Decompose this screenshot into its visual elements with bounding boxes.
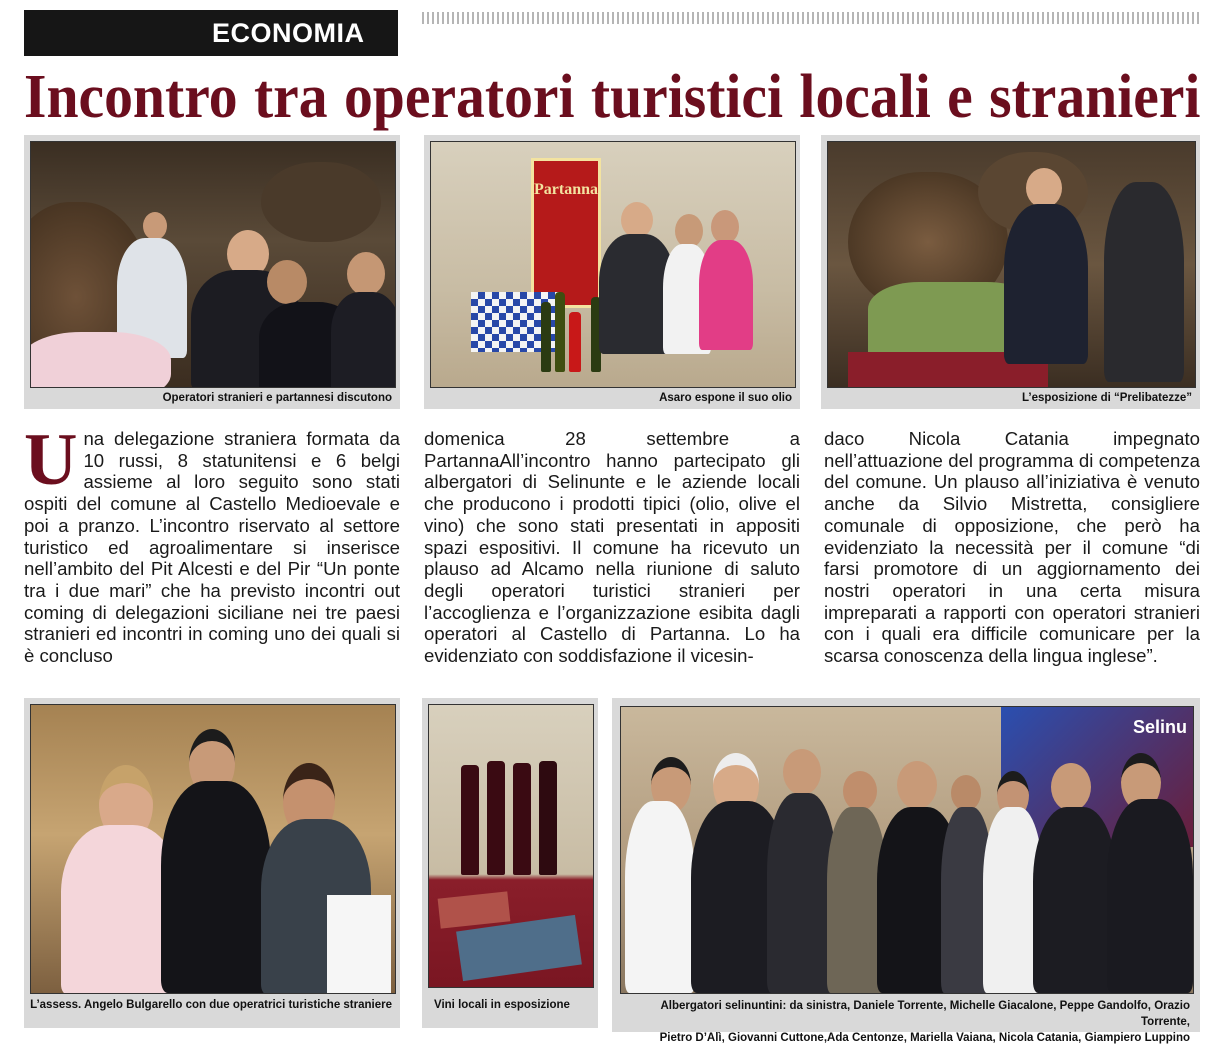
header-rule	[422, 12, 1200, 24]
caption-6-line-1: Albergatori selinuntini: da sinistra, Daniele Torrente, Michelle Giacalone, Peppe Gandolfo, Orazio Torrente,	[660, 1000, 1190, 1028]
caption-6-line-2: Pietro D’Alì, Giovanni Cuttone,Ada Centonze, Mariella Vaiana, Nicola Catania, Giampiero Luppino	[659, 1032, 1190, 1044]
photo-4	[30, 704, 396, 994]
article-column-3: daco Nicola Catania impegnato nell’attuazione del programma di competenza del comune. Un plauso all’iniziativa è venuto anche da Silvio Mistretta, consigliere comunale di opposizione, che però ha evidenziato la necessità per il comune “di farsi promotore di un aggiornamento dei nostri operatori in una certa misura impreparati a rapporti con operatori stranieri con i quali era difficile comunicare per la scarsa conoscenza della lingua inglese”.	[824, 428, 1200, 667]
article-column-2: domenica 28 settembre a PartannaAll’incontro hanno partecipato gli albergatori di Selinunte e le aziende locali che producono i prodotti tipici (olio, olive el vino) che sono stati presentati in appositi spazi espositivi. Il comune ha ricevuto un plauso ad Alcamo nella riunione di saluto degli operatori turistici stranieri per l’accoglienza e l’organizzazione esibita dagli operatori al Castello di Partanna. Lo ha evidenziato con soddisfazione il vicesin-	[424, 428, 800, 667]
photo-frame-6	[612, 698, 1200, 1044]
photo-6	[620, 706, 1194, 994]
caption-3: L’esposizione di “Prelibatezze”	[1022, 392, 1192, 404]
dropcap: U	[24, 428, 78, 501]
banner-text: Selinu	[1132, 717, 1187, 737]
photo-frame-2	[424, 135, 800, 409]
photo-5	[428, 704, 594, 988]
caption-2: Asaro espone il suo olio	[659, 392, 792, 404]
photo-3	[827, 141, 1196, 388]
caption-4: L’assess. Angelo Bulgarello con due operatrici turistiche straniere	[30, 999, 392, 1011]
article-body	[24, 428, 1200, 690]
section-tag	[24, 10, 398, 56]
photo-frame-3	[821, 135, 1200, 409]
partanna-sign: Partanna	[534, 181, 598, 198]
photo-frame-1	[24, 135, 400, 409]
photo-2	[430, 141, 796, 388]
photo-frame-4	[24, 698, 400, 1028]
section-label: ECONOMIA	[212, 18, 365, 48]
caption-5: Vini locali in esposizione	[434, 999, 570, 1011]
photo-frame-5	[422, 698, 598, 1028]
article-col1-text: na delegazione straniera formata da 10 russi, 8 statunitensi e 6 belgi assieme al loro seguito sono stati ospiti del comune al Castello Medioevale e poi a pranzo. L’incontro riservato al settore turistico ed agroalimentare si inserisce nell’ambito del Pit Alcesti e del Pir “Un ponte tra i due mari” che ha previsto incontri out coming di delegazioni siciliane nei tre paesi stranieri ed incontri in coming uno dei quali si è concluso	[24, 428, 400, 667]
headline: Incontro tra operatori turistici locali e stranieri	[24, 63, 1201, 131]
article-column-1	[24, 428, 400, 690]
caption-1: Operatori stranieri e partannesi discutono	[162, 392, 392, 404]
caption-6	[612, 998, 1190, 1046]
photo-1	[30, 141, 396, 388]
